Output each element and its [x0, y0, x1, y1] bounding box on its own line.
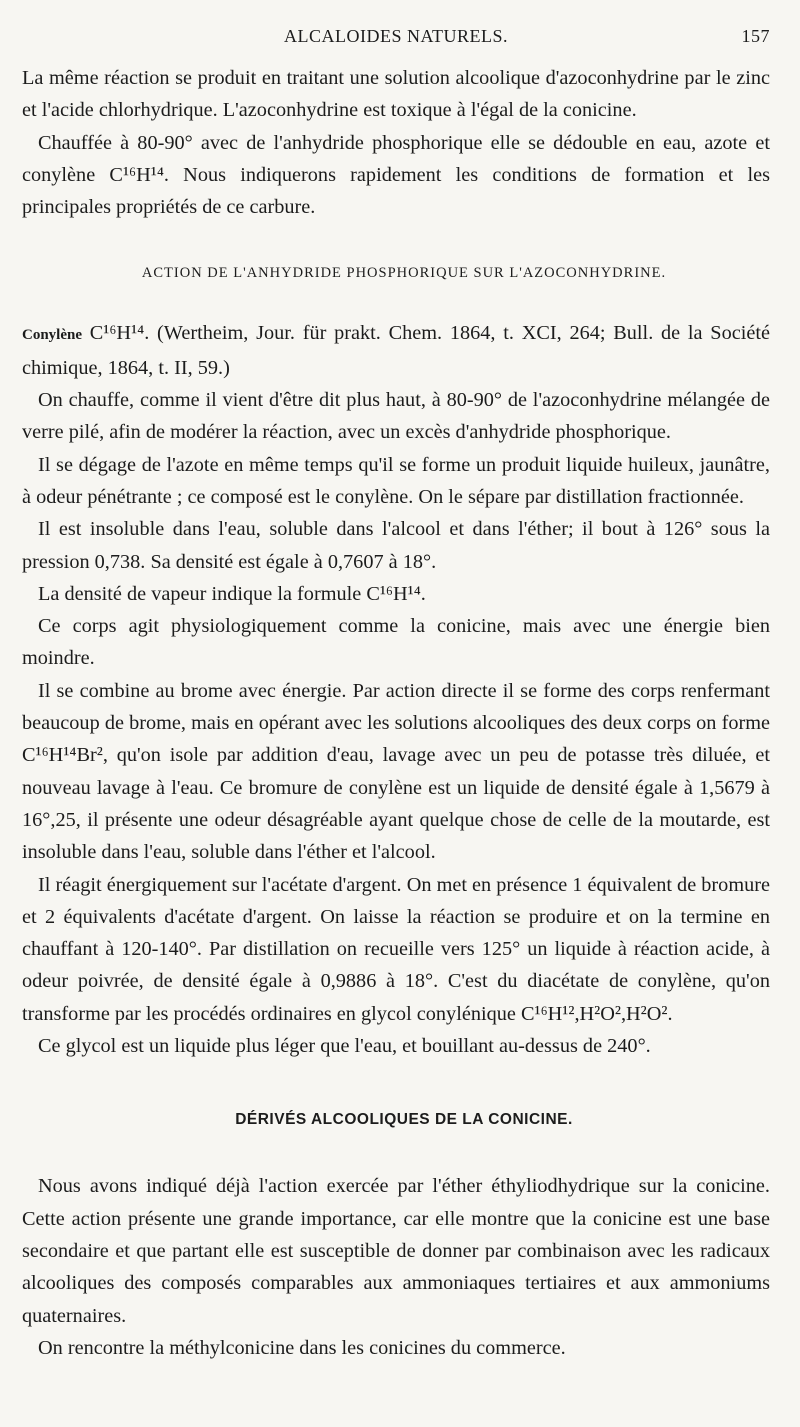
page-number: 157 [741, 26, 770, 46]
paragraph-text: C¹⁶H¹⁴. (Wertheim, Jour. für prakt. Chem. 1864, t. XCI, 264; Bull. de la Société chimique, 1864, t. II, 59.) [22, 322, 770, 379]
paragraph: Ce glycol est un liquide plus léger que l'eau, et bouillant au-dessus de 240°. [38, 1035, 651, 1058]
paragraph: La même réaction se produit en traitant une solution alcoolique d'azoconhydrine par le zinc et l'acide chlorhydrique. L'azoconhydrine est toxique à l'égal de la conicine. [22, 67, 770, 122]
paragraph: Il réagit énergiquement sur l'acétate d'argent. On met en présence 1 équivalent de bromure et 2 équivalents d'acétate d'argent. On laisse la réaction se produire et on la termine en chauffant à 120-140°. Par distillation on recueille vers 125° un liquide à réaction acide, à odeur poivrée, de densité égale à 0,9886 à 18°. C'est du diacétate de conylène, qu'on transforme par les procédés ordinaires en glycol conylénique C¹⁶H¹²,H²O²,H²O². [22, 873, 770, 1025]
section-heading: ACTION DE L'ANHYDRIDE PHOSPHORIQUE SUR L'AZOCONHYDRINE. [141, 265, 667, 282]
paragraph-lead-term: Conylène [22, 327, 82, 344]
running-header [22, 26, 770, 54]
paragraph: On rencontre la méthylconicine dans les conicines du commerce. [38, 1336, 566, 1359]
paragraph: La densité de vapeur indique la formule C¹⁶H¹⁴. [38, 582, 426, 605]
paragraph: Il se dégage de l'azote en même temps qu'il se forme un produit liquide huileux, jaunâtre, à odeur pénétrante ; ce composé est le conylène. On le sépare par distillation fractionnée. [22, 453, 770, 508]
paragraph-conylene [22, 317, 770, 384]
paragraph: Nous avons indiqué déjà l'action exercée par l'éther éthyliodhydrique sur la conicine. Cette action présente une grande importance, car elle montre que la conicine est une base secondaire et que partant elle est susceptible de donner par combinaison avec les radicaux alcooliques des composés comparables aux ammoniaques tertiaires et aux ammoniums quaternaires. [22, 1175, 770, 1327]
paragraph: On chauffe, comme il vient d'être dit plus haut, à 80-90° de l'azoconhydrine mélangée de verre pilé, afin de modérer la réaction, avec un excès d'anhydride phosphorique. [22, 389, 770, 444]
page-body [22, 62, 770, 1364]
paragraph: Il est insoluble dans l'eau, soluble dans l'alcool et dans l'éther; il bout à 126° sous la pression 0,738. Sa densité est égale à 0,7607 à 18°. [22, 518, 770, 573]
section-heading: DÉRIVÉS ALCOOLIQUES DE LA CONICINE. [235, 1111, 573, 1129]
paragraph: Ce corps agit physiologiquement comme la conicine, mais avec une énergie bien moindre. [22, 615, 770, 670]
paragraph: Chauffée à 80-90° avec de l'anhydride phosphorique elle se dédouble en eau, azote et conylène C¹⁶H¹⁴. Nous indiquerons rapidement les conditions de formation et les principales propriétés de ce carbure. [22, 131, 770, 219]
paragraph: Il se combine au brome avec énergie. Par action directe il se forme des corps renfermant beaucoup de brome, mais en opérant avec les solutions alcooliques des deux corps on forme C¹⁶H¹⁴Br², qu'on isole par addition d'eau, lavage avec un peu de potasse très diluée, et nouveau lavage à l'eau. Ce bromure de conylène est un liquide de densité égale à 1,5679 à 16°,25, il présente une odeur désagréable ayant quelque chose de celle de la moutarde, est insoluble dans l'eau, soluble dans l'éther et l'alcool. [22, 679, 770, 864]
running-title: ALCALOIDES NATURELS. [284, 26, 508, 46]
